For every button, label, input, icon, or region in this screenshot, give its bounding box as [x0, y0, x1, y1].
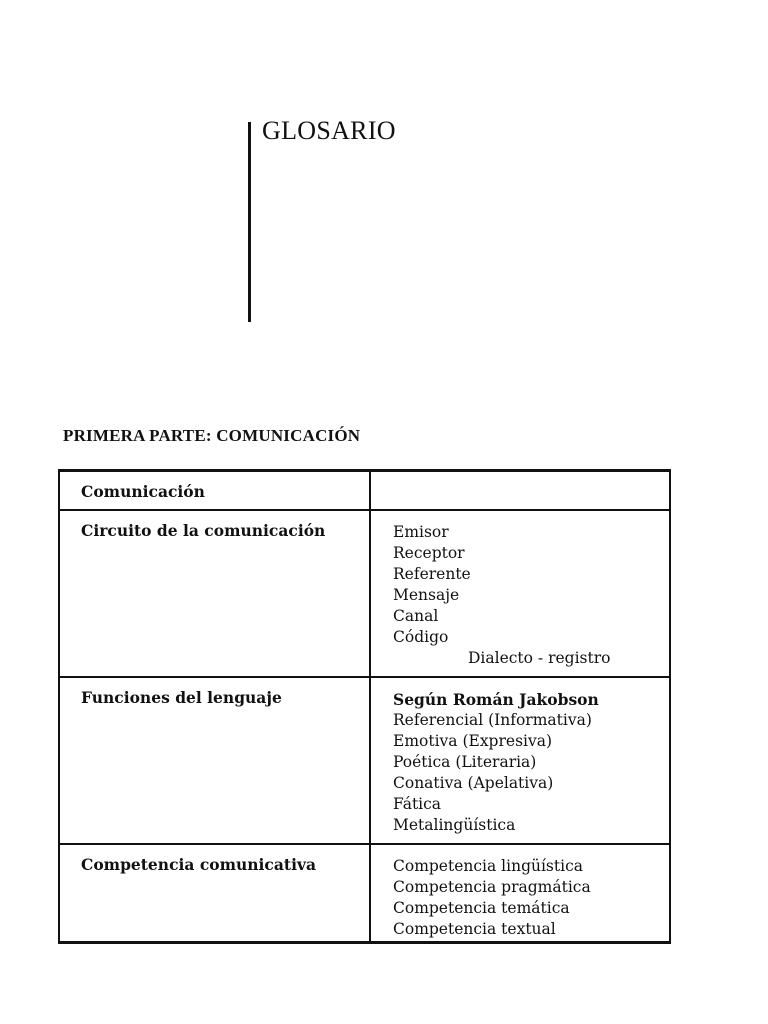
term-label: Funciones del lenguaje: [81, 688, 282, 707]
definition-item: Competencia pragmática: [393, 878, 591, 896]
definition-cell: [370, 844, 670, 943]
definition-item: Competencia textual: [393, 920, 556, 938]
definition-item: Fática: [393, 795, 442, 813]
table-row: [59, 471, 670, 511]
table-row: [59, 844, 670, 943]
title-vertical-rule: [248, 122, 251, 322]
definition-cell: [370, 471, 670, 511]
definition-item: Emisor: [393, 523, 449, 541]
table-row: [59, 510, 670, 677]
term-label: Comunicación: [81, 482, 205, 501]
definition-list: [371, 845, 669, 940]
term-label: Circuito de la comunicación: [81, 521, 326, 540]
definition-item: Emotiva (Expresiva): [393, 732, 553, 750]
definition-item: Metalingüística: [393, 816, 516, 834]
definition-item: Canal: [393, 607, 439, 625]
definition-item: Código: [393, 628, 449, 646]
definition-item: Conativa (Apelativa): [393, 774, 554, 792]
definition-item: Competencia lingüística: [393, 857, 583, 875]
definition-item: Poética (Literaria): [393, 753, 537, 771]
definition-heading: Según Román Jakobson: [393, 690, 599, 709]
term-label: Competencia comunicativa: [81, 855, 317, 874]
definition-list: [371, 511, 669, 669]
term-cell: [59, 844, 370, 943]
glossary-table: [58, 469, 671, 944]
definition-subitem: Dialecto - registro: [468, 649, 611, 667]
definition-cell: [370, 677, 670, 844]
definition-item: Referencial (Informativa): [393, 711, 592, 729]
definition-list: [371, 678, 669, 836]
term-cell: [59, 471, 370, 511]
term-cell: [59, 677, 370, 844]
definition-item: Receptor: [393, 544, 465, 562]
term-cell: [59, 510, 370, 677]
definition-item: Referente: [393, 565, 471, 583]
page-title: GLOSARIO: [262, 116, 396, 145]
definition-item: Competencia temática: [393, 899, 570, 917]
definition-cell: [370, 510, 670, 677]
section-heading: PRIMERA PARTE: COMUNICACIÓN: [63, 426, 361, 445]
definition-item: Mensaje: [393, 586, 460, 604]
table-row: [59, 677, 670, 844]
